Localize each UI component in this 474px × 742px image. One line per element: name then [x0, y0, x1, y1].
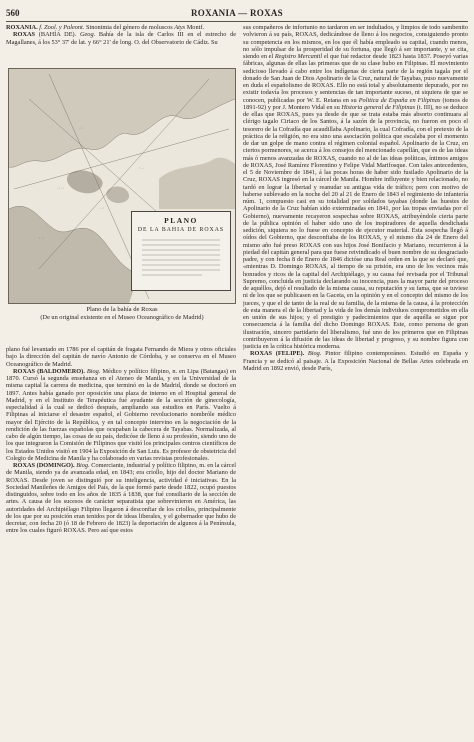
caption-title: Plano de la bahía de Roxas — [86, 306, 158, 313]
cartouche-title: PLANO — [164, 216, 198, 225]
map-cartouche — [131, 211, 231, 291]
entry-roxas-felipe: ROXAS (FELIPE). Biog. Pintor filipino contemporáneo. Estudió en España y Francia y se dedicó al paisaje. A la Exposición Nacional de Bellas Artes celebrada en Madrid en 1892 envió, desde París, — [243, 350, 468, 372]
header-rule — [6, 21, 468, 22]
entry-bahia-continuation: plano fué levantado en 1786 por el capitán de fragata Fernando de Miera y otros oficiales bajo la dirección del capitán de navío Antonio de Córdoba, y se conserva en el Museo Oceanográfico de Madrid. — [6, 346, 236, 368]
entry-roxas-domingo: ROXAS (DOMINGO). Biog. Comerciante, industrial y político filipino, m. en la cárcel de Manila, siendo ya de avanzada edad, en 1843; era criollo, hijo del doctor Mariano de ROXAS. Desde joven se distinguió por su inteligencia, actividad é iniciativas. En la Sociedad Manileñes de Amigos del País, de la que formó parte desde 1822, ocupó puestos distinguidos, sobre todo en los años de 1835 á 1838, que fué consiliario de la sección de artes. A causa de los sucesos de carácter separatista que sobrevinieron en América, las autoridades del Archipiélago Filipino llegaron á desconfiar de los criollos, principalmente de los que por su posición eran tenidos por de ideas liberales, y el gobernador que hubo de decretar, con fecha 20 (ó 18 de Febrero de 1823) la deportación de algunos á la Península, entre los cuales figuró ROXAS. Pero así que estos — [6, 462, 236, 535]
page-number: 560 — [6, 8, 20, 18]
cartouche-lines — [132, 212, 236, 304]
svg-text:. : .: . : . — [79, 126, 84, 130]
caption-source: (De un original existente en el Museo Oceanográfico de Madrid) — [40, 314, 204, 321]
entry-roxas-bahia: ROXAS (BAHÍA DE). Geog. Bahía de la isla de Carlos III en el estrecho de Magallanes, á los 53° 37′ de lat. y 66° 21′ de long. O. del Observatorio de Cádiz. Su — [6, 31, 236, 46]
entry-roxania: ROXANIA. f. Zool. y Paleont. Sinonimia del género de moluscos Atys Montf. — [6, 24, 205, 31]
left-column-bottom — [6, 346, 236, 736]
svg-text:. : . :: . : . : — [57, 186, 64, 190]
svg-text:: . :: : . : — [39, 236, 44, 240]
running-head: ROXANIA — ROXAS — [190, 8, 283, 18]
page-header — [6, 8, 468, 22]
right-column — [243, 24, 468, 736]
map-caption — [6, 306, 238, 322]
svg-text:: . .: : . . — [139, 166, 144, 170]
bay-map-image — [8, 68, 236, 304]
svg-text:. . :: . . : — [99, 206, 104, 210]
cartouche-subtitle: DE LA BAHIA DE ROXAS — [137, 227, 225, 233]
entry-roxas-baldomero: ROXAS (BALDOMERO). Biog. Médico y político filipino, n. en Lipa (Batangas) en 1870. Cursó la segunda enseñanza en el Ateneo de Manila, y en la Universidad de la misma capital la carrera de medicina, que terminó en la de Madrid, donde se doctoró en 1897. Antes había ganado por oposición una plaza de interno en el Hospital general de Madrid, y en el Instituto de Terapéutica fué ayudante de la sección de ginecología, especialidad á la cual se dedicó después, ampliando sus estudios en París. Vuelto á Filipinas al iniciarse el desastre español, el Gobierno revolucionario nombróle médico mayor del Ejército de la República, y en tal concepto intervino en la negociación de la rendición de las fuerzas españolas que ocupaban la cabecera de Tayabas. Normalizada, al cabo de algún tiempo, las cosas de su país, dedicóse de lleno á su profesión, siendo uno de los que integraron la Comisión de Filipinos que visitó los principales centros científicos de los Estados Unidos visitó en 1904 la Exposición de San Luis. Es profesor de obstetricia del Colegio de Medicina de Manila y ha colaborado en varias revistas profesionales. — [6, 367, 236, 462]
left-column-top — [6, 24, 236, 68]
entry-domingo-continuation: sus compañeros de infortunio no tardaron en ser indultados, y limpios de todo sambenito volvieron á su país, ROXAS, dedicándose de lleno á los negocios, consiguiendo pronto su competencia en los mismos, en los que él había empleado su capital, cuando menos, no sólo impulsar de la prosperidad de su fortuna, que llegó á ser importante, y se cita, siendo en el Registro Mercantil el que fué redactor desde 1823 hasta 1837. Poseyó varias fábricas, algunas de ellas las primeras que de su clase hubo en Filipinas. El movimiento sedicioso llevado á cabo entre los indígenas de cierta parte de la región tagala por el donado de San Juan de Dios Apolinario de la Cruz, natural de Tayabas, puso nuevamente en duda el españolismo de ROXAS. Ello no está total y absolutamente depurado, por no existir todavía los procesos y sentencias de tan importante suceso, ni siquiera de que se conocen, publicadas por W. E. Retana en su Politica de España en Filipinas (tomos de 1891-92) y por J. Montero Vidal en su Historia general de Filipinas (t. III), no se deduce de ellas que ROXAS, pues ya desde de que se trata estaba más absorto continuara al clérigo tagalo Ciriaco de los Santos, á la sazón de la provincia, no fueron en poco el tesorero de la Cofradía que acaudillaba Apolinario, la cual Cofradía, con el pretexto de la práctica de la religión, no era sino una asociación política que escalaba por el momento de dar un golpe de mano contra el régimen colonial español. Apolinario de la Cruz, en ciertos pormenores, se acerca á los consejos del mencionado capellán, que es de las ideas más ó menos avanzadas de ROXAS, cuando no al de las ideas políticas, íntimos amigos de ROXAS, José Ramírez Florentino y Felipe Vidal Marifosque. Con tales antecedentes, el 5 de Noviembre de 1841, á las pocas horas de haber sido fusilado Apolinario de la Cruz, ROXAS ingresó en la cárcel de Manila. Hombre influyente y bien relacionado, no tardó en lograr la libertad y reanudar su antigua vida de tráfico; pero con motivo de haberse sublevado en la noche del 20 al 21 de Enero de 1843 el regimiento de infantería núm. 1, compuesto casi en su totalidad por soldados tayabas (donde las huestes de Apolinario de la Cruz habían sido exterminadas en 1841, por las tropas enviadas por el Gobierno), nuevamente recayeron sospechas sobre ROXAS, atribuyéndole cierta parte de la pública opinión el haber sido uno de los inspiradores de aquella desdichada sedición, siquiera no lo fuese en concepto de ejecutor material. Esta sospecha llegó á oídos del Gobierno, que desconfiaba de los ROXAS, y el mismo día 24 de Enero del mismo año fué preso ROXAS con sus hijos José Bonifacio y Mariano, recurrieron á la piedad del capitán general para que fuese reivindicado el buen nombre de su desgraciado padre, y con fecha 8 de Enero de 1846 dictóse una Real orden en la que se declaró que, «mientras D. Domingo ROXAS, al tiempo de su prisión, era uno de los vecinos más honrados y ricos de la capital del Archipiélago, y su causa fué revisada por el Tribunal Supremo, concluida en justicia declarando su inocencia, pues la mayor parte del proceso de aquéllos, dejó el resultado de la misma causa, su reputación y su fama, que se tuviese ni de los que se publicasen en la Gaceta, en la opinión y en el concepto del mismo de los jueces, y que el de tanto de la real de su familia, de la misma de la causa, á la protección de esta manera el de la libertad y la vida de los demás individuos comprometidos en ella en unión de sus hijos; y el prestigio y padecimientos que de aquélla se sigue por consecuencia á la familia del dicho Domingo ROXAS. Este, como persona de gran ilustración, sincero partidario del liberalismo, fué uno de los primeros que en Filipinas contribuyeron á la difusión de las ideas de libertad y progreso, y su nombre figura con justicia en la crítica histórica moderna. — [243, 24, 468, 350]
